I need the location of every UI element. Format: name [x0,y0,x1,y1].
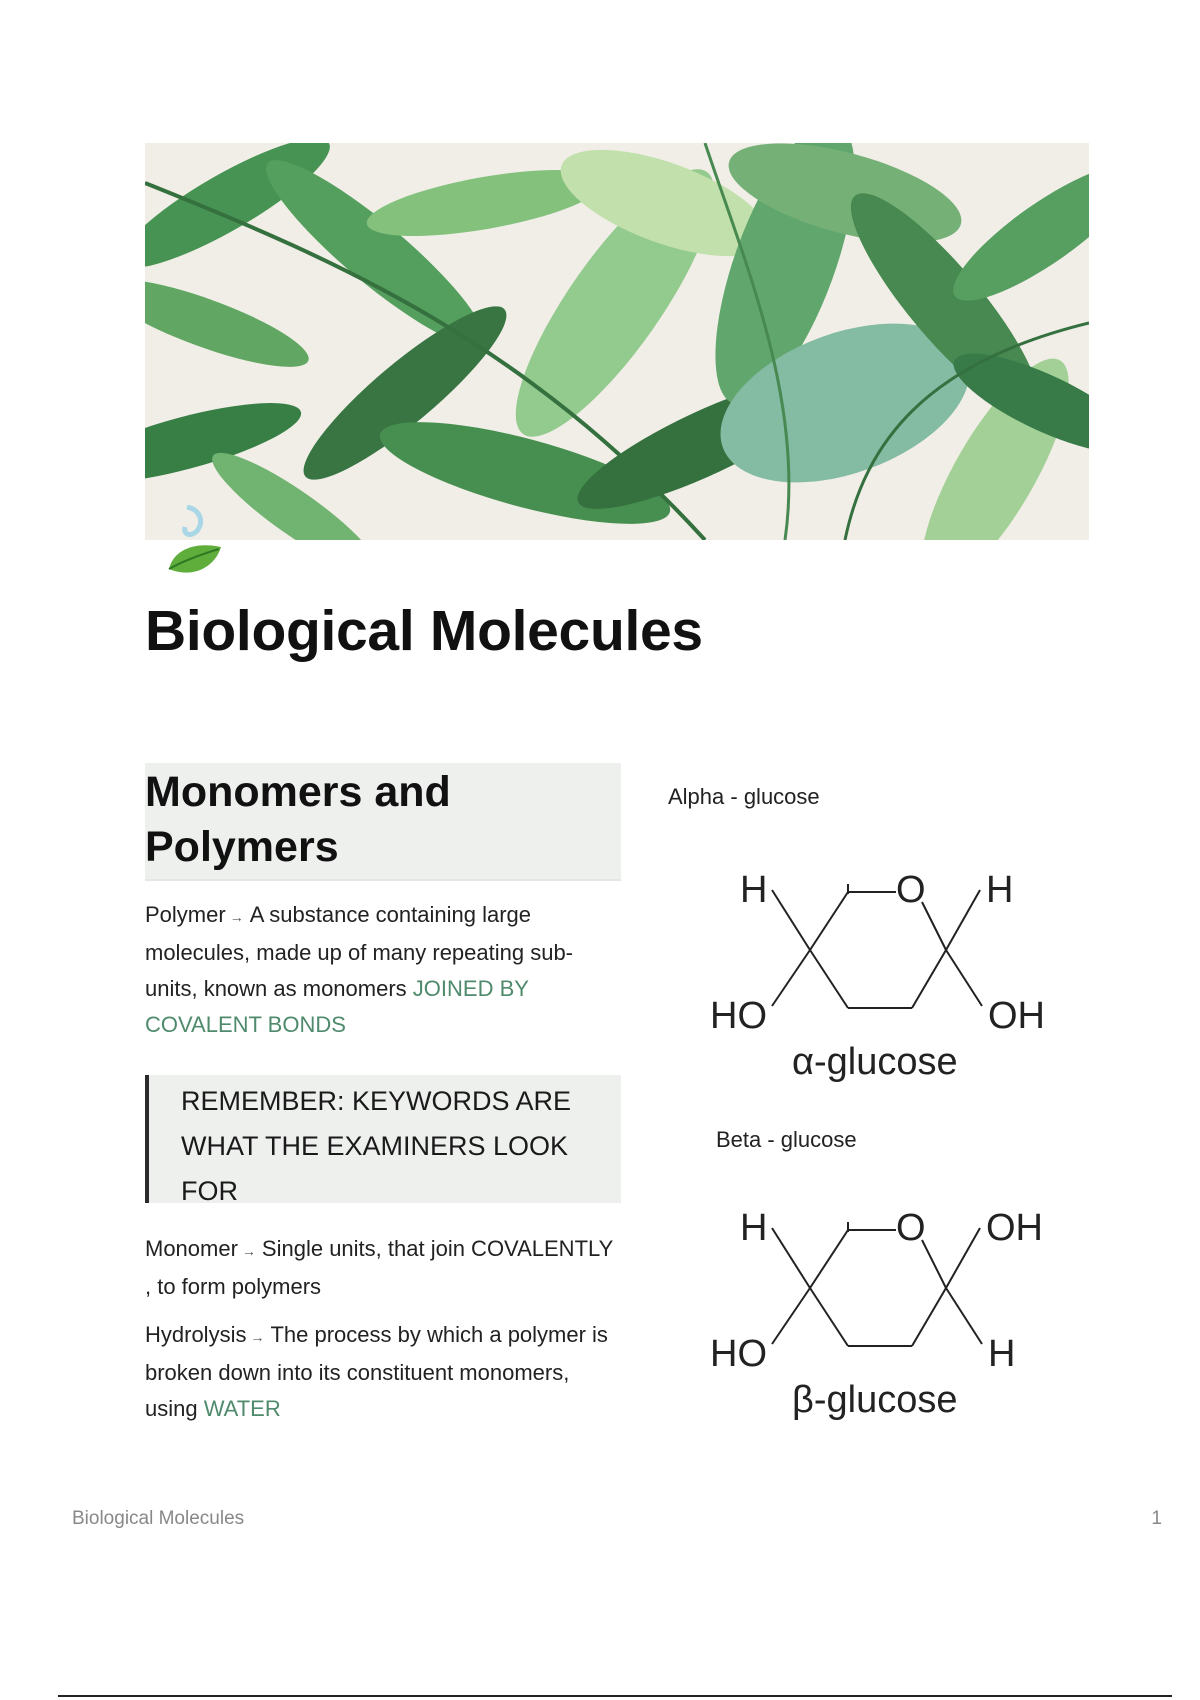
atom-label: O [896,1207,926,1249]
page-title: Biological Molecules [145,599,703,663]
callout-line: WHAT THE EXAMINERS LOOK [181,1131,569,1161]
atom-label: OH [988,995,1045,1037]
atom-label: HO [710,1333,767,1375]
alpha-glucose-label: Alpha - glucose [668,784,820,809]
monomer-term: Monomer [145,1236,238,1261]
polymer-definition [145,897,621,1043]
beta-glucose-label: Beta - glucose [716,1127,857,1152]
molecule-caption: α-glucose [792,1041,958,1083]
callout-line: REMEMBER: KEYWORDS ARE [181,1086,572,1116]
hydrolysis-term: Hydrolysis [145,1322,247,1347]
monomer-definition [145,1231,621,1305]
atom-label: HO [710,995,767,1037]
arrow-icon: → [241,1243,256,1259]
atom-label: OH [986,1207,1043,1249]
leaf-icon[interactable] [163,505,227,583]
footer-title: Biological Molecules [72,1508,245,1529]
atom-label: H [740,869,768,911]
polymer-term: Polymer [145,902,226,927]
hydrolysis-definition [145,1317,621,1427]
cover-image [145,143,1089,540]
callout-block [145,1075,621,1206]
arrow-icon: → [250,1329,265,1345]
atom-label: H [740,1207,768,1249]
hydrolysis-keyword: WATER [203,1396,281,1421]
molecule-caption: β-glucose [792,1379,958,1421]
polymer-keyword: JOINED BY COVALENT BONDS [145,976,529,1037]
page-number: 1 [1151,1508,1162,1529]
divider [58,1695,1172,1697]
arrow-icon: → [229,909,244,925]
hydrolysis-text: The process by which a polymer is broken down into its constituent monomers, using [145,1322,608,1421]
monomer-text: Single units, that join COVALENTLY , to form polymers [145,1236,613,1299]
polymer-text: A substance containing large molecules, made up of many repeating sub-units, known as monomers [145,902,574,1001]
atom-label: O [896,869,926,911]
alpha-glucose-diagram [700,850,1060,1090]
beta-glucose-diagram [700,1188,1060,1428]
atom-label: H [988,1333,1016,1375]
left-column [145,763,621,1427]
section-heading: Monomers and Polymers [145,763,621,881]
callout-line: FOR [181,1176,238,1206]
atom-label: H [986,869,1014,911]
